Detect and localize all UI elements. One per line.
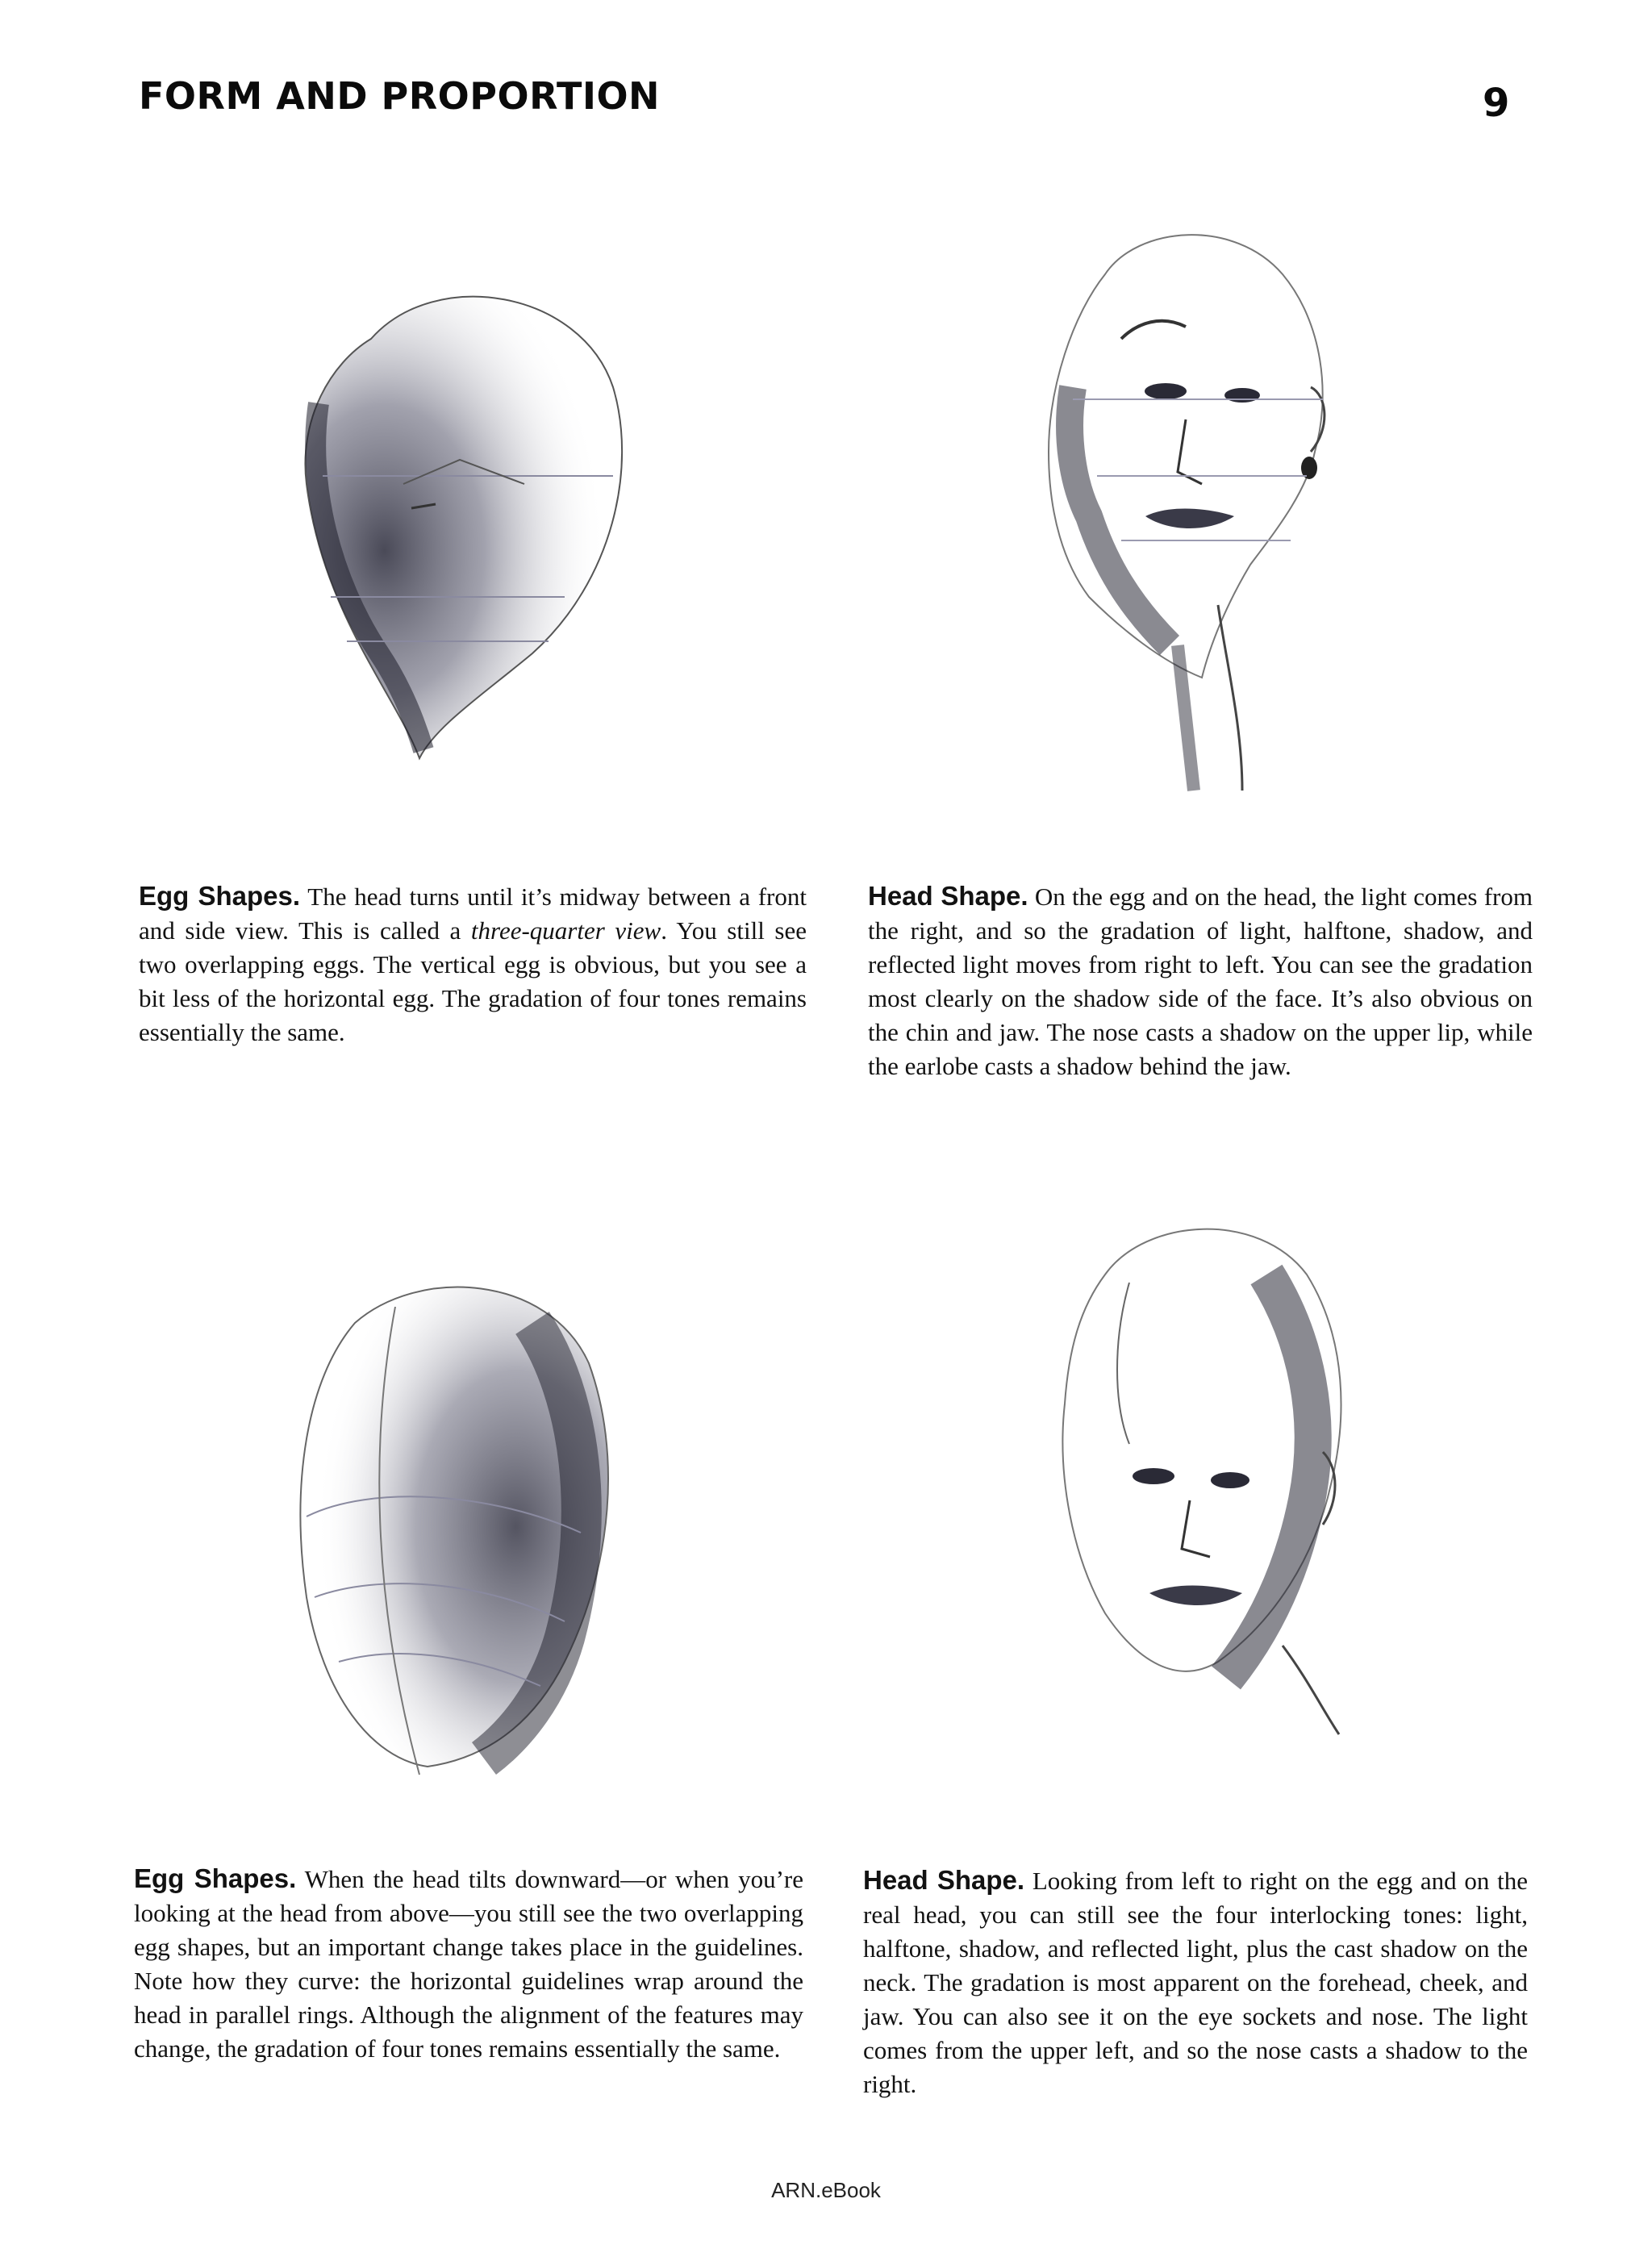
caption-text: When the head tilts downward—or when you’re looking at the head from above—you still see the two overlapping egg shapes, but an important change takes place in the guidelines. Note how they curve: the horizontal guidelines wrap around the head in parallel rings. Although the alignment of the features may change, the gradation of four tones remains essentially the same. (134, 1865, 803, 2063)
caption-egg-shapes-tilted (134, 1862, 803, 2066)
caption-text: The head turns until it’s midway between a front and side view. This is called a (139, 882, 807, 945)
caption-text: On the egg and on the head, the light comes from the right, and so the gradation of light, halftone, shadow, and reflected light moves from right to left. You can see the gradation most clearly on the shadow side of the face. It’s also obvious on the chin and jaw. The nose casts a shadow on the upper lip, while the earlobe casts a shadow behind the jaw. (868, 882, 1533, 1080)
egg-shape-tilted-down-drawing (290, 1275, 629, 1791)
caption-text: . You still see two overlapping eggs. The vertical egg is obvious, but you see a bit less of the horizontal egg. The gradation of four tones remains essentially the same. (139, 916, 807, 1046)
caption-lead: Head Shape. (863, 1865, 1025, 1895)
caption-lead: Egg Shapes. (139, 881, 301, 911)
caption-lead: Head Shape. (868, 881, 1028, 911)
caption-head-shape-tilted (863, 1863, 1528, 2101)
footer-credit: ARN.eBook (771, 2178, 881, 2202)
caption-lead: Egg Shapes. (134, 1863, 297, 1893)
page-title: FORM AND PROPORTION (139, 74, 661, 118)
caption-head-shape-three-quarter (868, 879, 1533, 1083)
page-number: 9 (1483, 81, 1510, 126)
caption-egg-shapes-three-quarter (139, 879, 807, 1049)
caption-text: Looking from left to right on the egg and on the real head, you can still see the four interlocking tones: light, halftone, shadow, and reflected light, plus the cast shadow on the neck. The gradation is most apparent on the forehead, cheek, and jaw. You can also see it on the eye sockets and nose. The light comes from the upper left, and so the nose casts a shadow to the right. (863, 1867, 1528, 2098)
woman-head-three-quarter-drawing (1000, 226, 1379, 807)
caption-emphasis: three-quarter view (470, 916, 661, 945)
woman-head-tilted-down-drawing (1016, 1210, 1387, 1775)
egg-shape-three-quarter-drawing (274, 274, 653, 791)
